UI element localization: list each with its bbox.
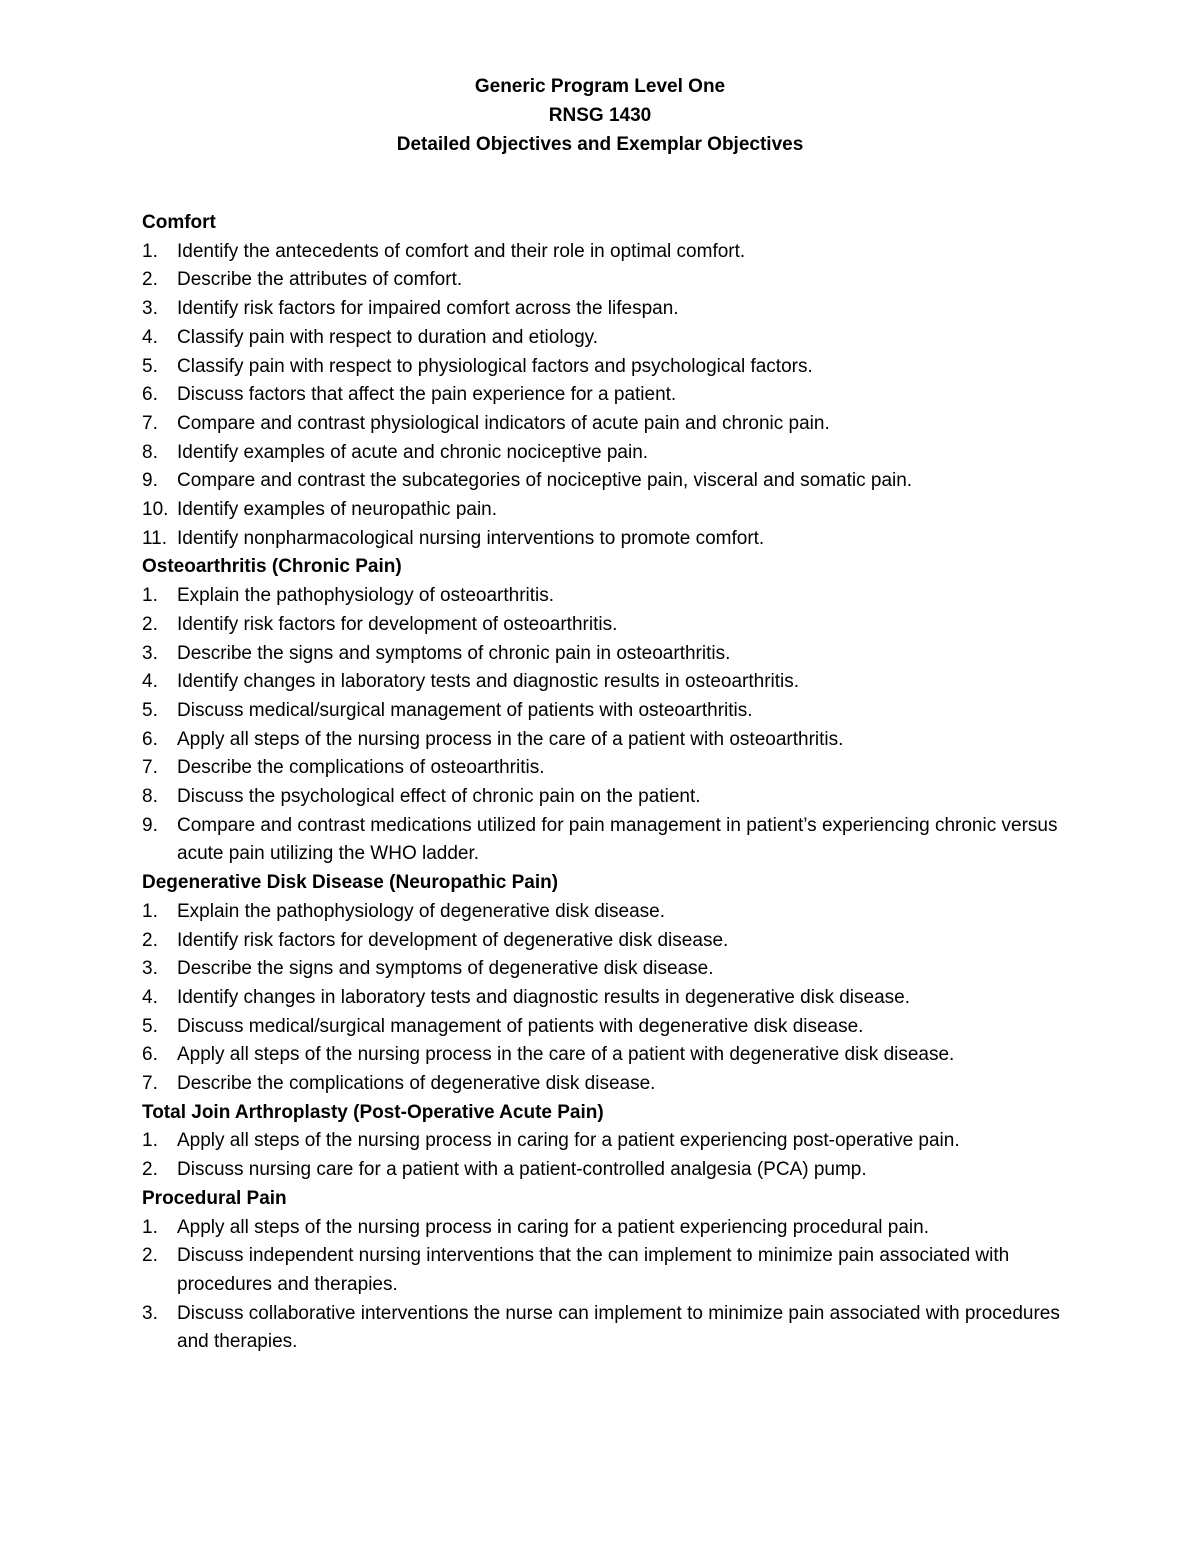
- item-number: 4.: [142, 326, 158, 348]
- list-item: [142, 353, 1082, 382]
- item-text: Identify risk factors for development of degenerative disk disease.: [177, 929, 729, 951]
- section-title: Comfort: [142, 212, 216, 233]
- item-number: 2.: [142, 269, 158, 291]
- item-text: Apply all steps of the nursing process in the care of a patient with degenerative disk disease.: [177, 1044, 955, 1066]
- list-item: [142, 295, 1082, 324]
- section-title: Procedural Pain: [142, 1187, 287, 1209]
- item-text: Apply all steps of the nursing process in the care of a patient with osteoarthritis.: [177, 728, 844, 750]
- list-item: [142, 1070, 1082, 1099]
- list-item: [142, 1300, 1082, 1357]
- list-item: [142, 496, 1082, 525]
- list-item: [142, 640, 1082, 669]
- item-number: 3.: [142, 958, 158, 980]
- item-text: Describe the complications of osteoarthritis.: [177, 757, 545, 779]
- item-number: 2.: [142, 929, 158, 951]
- list-item: [142, 410, 1082, 439]
- item-text: Discuss factors that affect the pain experience for a patient.: [177, 384, 677, 406]
- item-text: Discuss collaborative interventions the nurse can implement to minimize pain associated with procedures and therapies.: [177, 1302, 1060, 1353]
- section-degenerative-disk-disease: [142, 869, 1082, 1099]
- item-number: 8.: [142, 786, 158, 808]
- item-number: 5.: [142, 355, 158, 377]
- item-number: 9.: [142, 814, 158, 836]
- item-number: 6.: [142, 384, 158, 406]
- item-number: 4.: [142, 671, 158, 693]
- list-item: [142, 783, 1082, 812]
- item-text: Identify changes in laboratory tests and diagnostic results in osteoarthritis.: [177, 671, 800, 693]
- item-text: Identify examples of acute and chronic nociceptive pain.: [177, 441, 649, 463]
- item-text: Describe the signs and symptoms of chronic pain in osteoarthritis.: [177, 642, 731, 664]
- item-text: Identify risk factors for impaired comfort across the lifespan.: [177, 298, 679, 320]
- item-text: Classify pain with respect to duration and etiology.: [177, 326, 599, 348]
- list-item: [142, 955, 1082, 984]
- section-osteoarthritis: [142, 553, 1082, 869]
- item-number: 7.: [142, 412, 158, 434]
- item-number: 1.: [142, 1130, 158, 1152]
- item-number: 6.: [142, 1044, 158, 1066]
- list-item: [142, 697, 1082, 726]
- list-item: [142, 467, 1082, 496]
- item-number: 1.: [142, 240, 158, 262]
- item-number: 1.: [142, 900, 158, 922]
- list-item: [142, 582, 1082, 611]
- item-text: Discuss medical/surgical management of patients with osteoarthritis.: [177, 699, 753, 721]
- list-item: [142, 1013, 1082, 1042]
- list-item: [142, 611, 1082, 640]
- list-item: [142, 525, 1082, 554]
- document-title: Detailed Objectives and Exemplar Objectives: [396, 134, 804, 155]
- section-title: Total Join Arthroplasty (Post-Operative Acute Pain): [142, 1101, 604, 1123]
- section-comfort: [142, 209, 1082, 553]
- objectives-content: [142, 209, 1082, 1357]
- section-title: Osteoarthritis (Chronic Pain): [142, 556, 402, 578]
- item-text: Compare and contrast medications utilized for pain management in patient’s experiencing chronic versus acute pain utilizing the WHO ladder.: [177, 814, 1058, 865]
- item-text: Discuss medical/surgical management of patients with degenerative disk disease.: [177, 1015, 864, 1037]
- document-header: [0, 72, 1200, 159]
- item-text: Identify the antecedents of comfort and their role in optimal comfort.: [177, 240, 746, 262]
- item-number: 9.: [142, 470, 158, 492]
- item-text: Identify nonpharmacological nursing interventions to promote comfort.: [177, 527, 765, 549]
- item-text: Apply all steps of the nursing process in caring for a patient experiencing post-operative pain.: [177, 1130, 960, 1152]
- item-text: Compare and contrast physiological indicators of acute pain and chronic pain.: [177, 412, 830, 434]
- item-number: 1.: [142, 1216, 158, 1238]
- item-text: Describe the attributes of comfort.: [177, 269, 463, 291]
- item-number: 5.: [142, 1015, 158, 1037]
- section-procedural-pain: [142, 1185, 1082, 1357]
- item-number: 1.: [142, 585, 158, 607]
- list-item: [142, 1156, 1082, 1185]
- item-number: 4.: [142, 986, 158, 1008]
- item-number: 10.: [142, 499, 169, 521]
- item-number: 6.: [142, 728, 158, 750]
- objective-list: [142, 238, 1082, 554]
- list-item: [142, 898, 1082, 927]
- item-number: 2.: [142, 1159, 158, 1181]
- list-item: [142, 726, 1082, 755]
- item-number: 3.: [142, 642, 158, 664]
- item-text: Identify changes in laboratory tests and diagnostic results in degenerative disk disease.: [177, 986, 910, 1008]
- section-total-joint-arthroplasty: [142, 1099, 1082, 1185]
- list-item: [142, 812, 1082, 869]
- list-item: [142, 238, 1082, 267]
- list-item: [142, 1041, 1082, 1070]
- list-item: [142, 439, 1082, 468]
- item-text: Apply all steps of the nursing process in caring for a patient experiencing procedural pain.: [177, 1216, 929, 1238]
- list-item: [142, 1127, 1082, 1156]
- item-text: Explain the pathophysiology of osteoarthritis.: [177, 585, 555, 607]
- item-text: Identify risk factors for development of osteoarthritis.: [177, 613, 618, 635]
- item-number: 7.: [142, 757, 158, 779]
- objective-list: [142, 1214, 1082, 1358]
- item-number: 2.: [142, 613, 158, 635]
- item-number: 3.: [142, 1302, 158, 1324]
- list-item: [142, 668, 1082, 697]
- objective-list: [142, 898, 1082, 1099]
- objective-list: [142, 582, 1082, 869]
- item-text: Identify examples of neuropathic pain.: [177, 499, 498, 521]
- list-item: [142, 1242, 1082, 1299]
- item-number: 5.: [142, 699, 158, 721]
- item-text: Describe the complications of degenerative disk disease.: [177, 1073, 656, 1095]
- item-text: Describe the signs and symptoms of degenerative disk disease.: [177, 958, 714, 980]
- program-title: Generic Program Level One: [474, 76, 726, 97]
- item-text: Explain the pathophysiology of degenerative disk disease.: [177, 900, 665, 922]
- item-number: 8.: [142, 441, 158, 463]
- item-number: 7.: [142, 1073, 158, 1095]
- item-text: Classify pain with respect to physiological factors and psychological factors.: [177, 355, 813, 377]
- section-title: Degenerative Disk Disease (Neuropathic Pain): [142, 872, 559, 894]
- list-item: [142, 266, 1082, 295]
- list-item: [142, 754, 1082, 783]
- list-item: [142, 927, 1082, 956]
- course-code: RNSG 1430: [548, 105, 652, 126]
- list-item: [142, 381, 1082, 410]
- list-item: [142, 324, 1082, 353]
- item-text: Discuss nursing care for a patient with a patient-controlled analgesia (PCA) pump.: [177, 1159, 867, 1181]
- item-number: 11.: [142, 527, 168, 549]
- objective-list: [142, 1127, 1082, 1184]
- item-text: Compare and contrast the subcategories of nociceptive pain, visceral and somatic pain.: [177, 470, 913, 492]
- list-item: [142, 984, 1082, 1013]
- item-number: 3.: [142, 298, 158, 320]
- list-item: [142, 1214, 1082, 1243]
- item-text: Discuss the psychological effect of chronic pain on the patient.: [177, 786, 701, 808]
- item-number: 2.: [142, 1245, 158, 1267]
- item-text: Discuss independent nursing interventions that the can implement to minimize pain associated with procedures and therapies.: [177, 1245, 1010, 1295]
